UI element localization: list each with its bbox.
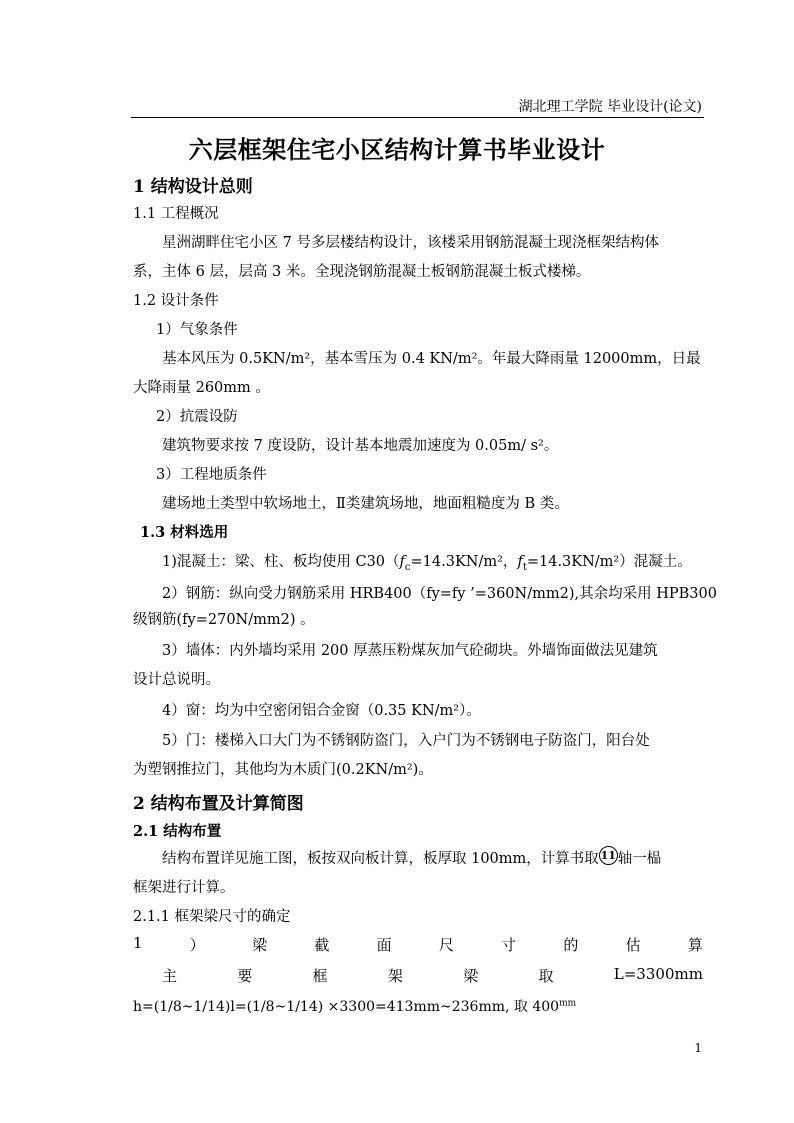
word: 估 bbox=[625, 936, 641, 954]
paragraph-line: 建场地土类型中软场地土，Ⅱ类建筑场地，地面粗糙度为 B 类。 bbox=[162, 496, 569, 512]
word: 要 bbox=[237, 967, 253, 985]
heading-section-2: 2 结构布置及计算简图 bbox=[133, 794, 304, 814]
word: 取 bbox=[538, 967, 554, 985]
justified-line-2 bbox=[162, 965, 703, 986]
layout-text-a: 结构布置详见施工图，板按双向板计算，板厚取 100mm，计算书取 bbox=[162, 851, 599, 867]
heading-2-1: 2.1 结构布置 bbox=[133, 823, 222, 840]
paragraph-line: 框架进行计算。 bbox=[133, 880, 235, 896]
layout-text-b: 轴一榀 bbox=[617, 851, 662, 867]
ft-symbol: f bbox=[517, 554, 523, 570]
fc-subscript: c bbox=[404, 561, 411, 573]
heading-1-1: 1.1 工程概况 bbox=[133, 206, 219, 222]
subheading-geology: 3）工程地质条件 bbox=[156, 467, 267, 483]
justified-line-1 bbox=[133, 934, 703, 955]
concrete-text-a: 1)混凝土：梁、柱、板均使用 C30（ bbox=[162, 554, 400, 570]
formula-line bbox=[133, 996, 576, 1016]
concrete-text-b: =14.3KN/m²， bbox=[410, 554, 518, 570]
word: 截 bbox=[314, 936, 330, 954]
heading-1-3: 1.3 材料选用 bbox=[140, 524, 229, 541]
paragraph-line: 基本风压为 0.5KN/m²，基本雪压为 0.4 KN/m²。年最大降雨量 12000mm，日最 bbox=[162, 351, 701, 367]
word: L=3300mm bbox=[613, 965, 703, 983]
subheading-climate: 1）气象条件 bbox=[156, 322, 238, 338]
paragraph-line: 为塑钢推拉门，其他均为木质门(0.2KN/m²)。 bbox=[133, 762, 433, 778]
word: 尺 bbox=[438, 936, 454, 954]
word: 架 bbox=[387, 967, 403, 985]
paragraph-line: 系，主体 6 层，层高 3 米。全现浇钢筋混凝土板钢筋混凝土板式楼梯。 bbox=[133, 264, 591, 280]
word: 的 bbox=[563, 936, 579, 954]
fc-symbol: f bbox=[399, 554, 405, 570]
word: 框 bbox=[312, 967, 328, 985]
paragraph-line: 设计总说明。 bbox=[133, 672, 220, 688]
document-title: 六层框架住宅小区结构计算书毕业设计 bbox=[188, 136, 606, 164]
header-rule bbox=[131, 117, 704, 118]
paragraph-line: 建筑物要求按 7 度设防，设计基本地震加速度为 0.05m/ s²。 bbox=[162, 438, 559, 454]
paragraph-line: 5）门：楼梯入口大门为不锈钢防盗门，入户门为不锈钢电子防盗门，阳台处 bbox=[162, 733, 650, 749]
paragraph-line: 星洲湖畔住宅小区 7 号多层楼结构设计，该楼采用钢筋混凝土现浇框架结构体 bbox=[162, 235, 659, 251]
subheading-seismic: 2）抗震设防 bbox=[156, 409, 238, 425]
paragraph-line: 级钢筋(fy=270N/mm2) 。 bbox=[133, 612, 315, 628]
heading-section-1: 1 结构设计总则 bbox=[133, 177, 253, 197]
paragraph-line: 2）钢筋：纵向受力钢筋采用 HRB400（fy=fy ’=360N/mm2),其余均采用 HPB300 bbox=[162, 586, 717, 602]
heading-2-1-1: 2.1.1 框架梁尺寸的确定 bbox=[133, 909, 291, 925]
page-number: 1 bbox=[694, 1041, 702, 1055]
paragraph-line: 4）窗：均为中空密闭铝合金窗（0.35 KN/m²）。 bbox=[162, 703, 481, 719]
beam-height-formula: h=(1/8~1/14)l=(1/8~1/14) ×3300=413mm~236mm, 取 400 bbox=[133, 999, 560, 1015]
word: 算 bbox=[687, 936, 703, 954]
word: 梁 bbox=[252, 936, 268, 954]
paragraph-line bbox=[162, 550, 692, 573]
axis-11-circle-icon: 11 bbox=[599, 846, 618, 865]
paragraph-line: 3）墙体：内外墙均采用 200 厚蒸压粉煤灰加气砼砌块。外墙饰面做法见建筑 bbox=[162, 643, 658, 659]
unit-superscript: mm bbox=[559, 998, 577, 1009]
heading-1-2: 1.2 设计条件 bbox=[133, 293, 219, 309]
word: 梁 bbox=[463, 967, 479, 985]
word: 面 bbox=[376, 936, 392, 954]
word: 1 bbox=[133, 934, 143, 952]
word: ） bbox=[189, 936, 205, 954]
word: 主 bbox=[162, 967, 178, 985]
concrete-text-c: =14.3KN/m²）混凝土。 bbox=[526, 554, 692, 570]
word: 寸 bbox=[501, 936, 517, 954]
ft-subscript: t bbox=[522, 561, 527, 573]
running-header: 湖北理工学院 毕业设计(论文) bbox=[518, 99, 702, 115]
paragraph-line bbox=[162, 846, 661, 868]
paragraph-line: 大降雨量 260mm 。 bbox=[133, 380, 270, 396]
